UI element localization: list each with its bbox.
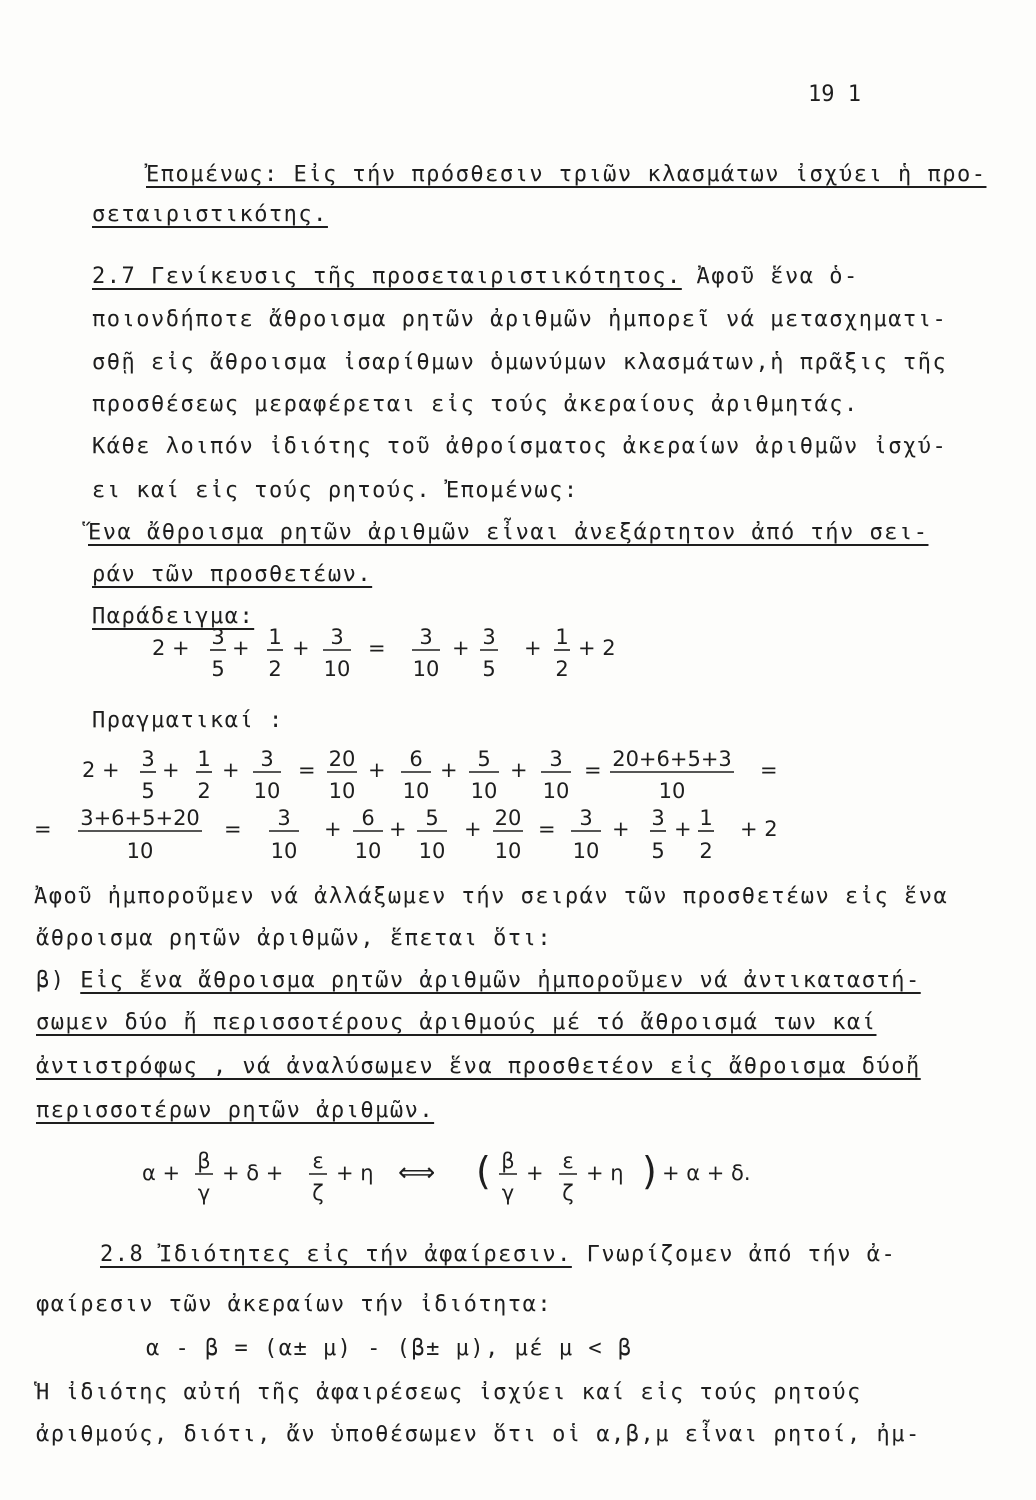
eq-symbol: =	[224, 817, 242, 841]
eq-symbol: =	[760, 758, 778, 782]
eq-symbol: 2 +	[82, 758, 120, 782]
eq-symbol: + 2	[740, 817, 778, 841]
eq-numerator: 3	[277, 806, 291, 830]
eq-denominator: 10	[412, 657, 440, 681]
eq-numerator: ε	[562, 1149, 574, 1173]
text-line-22: Ἡ ἰδιότης αὐτή τῆς ἀφαιρέσεως ἰσχύει καί εἰς τούς ρητούς	[36, 1380, 862, 1405]
equation-regrouped-svg	[34, 808, 794, 870]
eq-denominator: ζ	[312, 1181, 324, 1205]
left-paren: (	[476, 1149, 491, 1193]
text-line-13: Ἀφοῦ ἠμποροῦμεν νά ἀλλάξωμεν τήν σειράν τῶν προσθετέων εἰς ἕνα	[34, 884, 949, 909]
eq-symbol: α +	[142, 1161, 181, 1185]
eq-numerator: 20	[494, 806, 522, 830]
equation-expansion-svg	[82, 740, 802, 803]
text: Γνωρίζομεν ἀπό τήν ἀ-	[571, 1242, 897, 1267]
eq-denominator: 5	[651, 839, 665, 863]
eq-symbol: +	[510, 758, 528, 782]
eq-denominator: 5	[141, 779, 155, 803]
underlined-text: Παράδειγμα:	[92, 604, 255, 629]
eq-symbol: =	[34, 817, 52, 841]
eq-denominator: 10	[658, 779, 686, 803]
eq-numerator: β	[197, 1149, 211, 1173]
eq-symbol: =	[368, 636, 386, 660]
equation-example	[150, 625, 650, 694]
eq-denominator: 2	[699, 839, 713, 863]
eq-denominator: 2	[555, 657, 569, 681]
eq-numerator: 3	[330, 625, 344, 649]
eq-symbol: +	[464, 817, 482, 841]
eq-denominator: 10	[328, 779, 356, 803]
eq-numerator: 3	[482, 625, 496, 649]
rule-b-line-1	[36, 966, 921, 996]
eq-numerator: 6	[361, 806, 375, 830]
eq-numerator: 3	[549, 747, 563, 771]
eq-denominator: 10	[470, 779, 498, 803]
eq-numerator: 5	[477, 747, 491, 771]
eq-symbol: + 2	[578, 636, 616, 660]
eq-numerator: 3+6+5+20	[80, 806, 200, 830]
eq-symbol: + η	[336, 1161, 374, 1185]
eq-numerator: 3	[651, 806, 665, 830]
eq-denominator: 10	[494, 839, 522, 863]
right-paren: )	[642, 1149, 657, 1193]
eq-symbol: =	[298, 758, 316, 782]
equation-example-svg	[150, 625, 650, 688]
rule-statement-line-2	[92, 560, 372, 590]
eq-symbol: +	[368, 758, 386, 782]
eq-symbol: +	[440, 758, 458, 782]
page-number: 19 1	[808, 82, 861, 107]
eq-denominator: 10	[402, 779, 430, 803]
equation-regrouped	[34, 808, 794, 876]
text-line-6: προσθέσεως μεραφέρεται εἰς τούς ἀκεραίους ἀριθμητάς.	[92, 392, 859, 417]
eq-symbol: +	[324, 817, 342, 841]
equation-associative-greek	[142, 1150, 782, 1226]
text-line-7: Κάθε λοιπόν ἰδιότης τοῦ ἀθροίσματος ἀκεραίων ἀριθμῶν ἰσχύ-	[92, 434, 948, 459]
underlined-text: Ἐπομένως: Εἰς τήν πρόσθεσιν τριῶν κλασμάτων ἰσχύει ἡ προ-	[146, 162, 987, 187]
eq-symbol: + η	[586, 1161, 624, 1185]
eq-denominator: 10	[323, 657, 351, 681]
eq-symbol: =	[538, 817, 556, 841]
equation-expansion	[82, 740, 802, 806]
underlined-text: περισσοτέρων ρητῶν ἀριθμῶν.	[36, 1098, 435, 1123]
underlined-text: Ἕνα ἄθροισμα ρητῶν ἀριθμῶν εἶναι ἀνεξάρτητον ἀπό τήν σει-	[88, 520, 929, 545]
eq-denominator: 10	[418, 839, 446, 863]
eq-numerator: 3	[419, 625, 433, 649]
eq-denominator: 10	[126, 839, 154, 863]
eq-denominator: 2	[197, 779, 211, 803]
section-2-8-heading: 2.8 Ἰδιότητες εἰς τήν ἀφαίρεσιν.	[100, 1242, 572, 1267]
eq-denominator: 10	[542, 779, 570, 803]
text-line-5: σθῇ εἰς ἄθροισμα ἰσαρίθμων ὁμωνύμων κλασμάτων,ἡ πρᾶξις τῆς	[92, 350, 948, 375]
eq-denominator: 10	[253, 779, 281, 803]
eq-denominator: 5	[211, 657, 225, 681]
eq-symbol: +	[612, 817, 630, 841]
eq-numerator: β	[501, 1149, 515, 1173]
eq-symbol: +	[389, 817, 407, 841]
eq-numerator: 20+6+5+3	[612, 747, 732, 771]
text-line-14: ἄθροισμα ρητῶν ἀριθμῶν, ἕπεται ὅτι:	[36, 926, 553, 951]
actually-label: Πραγματικαί :	[92, 708, 284, 733]
text-line-8: ει καί εἰς τούς ρητούς. Ἐπομένως:	[92, 478, 579, 503]
rule-b-line-2	[36, 1008, 876, 1038]
eq-numerator: 1	[555, 625, 569, 649]
eq-symbol: +	[292, 636, 310, 660]
eq-numerator: 3	[141, 747, 155, 771]
text-line-2	[92, 200, 328, 230]
eq-denominator: 2	[268, 657, 282, 681]
eq-symbol: +	[222, 758, 240, 782]
eq-denominator: 5	[482, 657, 496, 681]
text-line-23: ἀριθμούς, διότι, ἄν ὑποθέσωμεν ὅτι οἱ α,β,μ εἶναι ρητοί, ἠμ-	[36, 1422, 921, 1447]
eq-symbol: =	[584, 758, 602, 782]
eq-numerator: 1	[268, 625, 282, 649]
eq-symbol: + δ +	[222, 1161, 284, 1185]
text: Ἀφοῦ ἕνα ὁ-	[681, 264, 859, 289]
eq-symbol: +	[526, 1161, 544, 1185]
underlined-text: σεταιριστικότης.	[92, 202, 328, 227]
eq-denominator: 10	[270, 839, 298, 863]
subtraction-property-formula: α - β = (α± μ) - (β± μ), μέ μ < β	[146, 1336, 633, 1361]
rule-b-label: β)	[36, 968, 81, 993]
eq-denominator: 10	[354, 839, 382, 863]
underlined-text: Εἰς ἕνα ἄθροισμα ρητῶν ἀριθμῶν ἠμποροῦμεν νά ἀντικαταστή-	[80, 968, 921, 993]
eq-numerator: 6	[409, 747, 423, 771]
eq-denominator: γ	[197, 1181, 211, 1205]
eq-numerator: 20	[328, 747, 356, 771]
rule-b-line-3	[36, 1052, 921, 1082]
eq-numerator: 1	[699, 806, 713, 830]
eq-symbol: +	[232, 636, 250, 660]
eq-denominator: γ	[501, 1181, 515, 1205]
underlined-text: ἀντιστρόφως , νά ἀναλύσωμεν ἕνα προσθετέον εἰς ἄθροισμα δύοἤ	[36, 1054, 921, 1079]
rule-statement-line-1	[88, 518, 928, 548]
eq-numerator: 3	[211, 625, 225, 649]
equation-associative-greek-svg	[142, 1150, 782, 1220]
eq-symbol: +	[674, 817, 692, 841]
eq-symbol: 2 +	[152, 636, 190, 660]
text-line-20: φαίρεσιν τῶν ἀκεραίων τήν ἰδιότητα:	[36, 1292, 553, 1317]
rule-b-line-4	[36, 1096, 434, 1126]
underlined-text: σωμεν δύο ἤ περισσοτέρους ἀριθμούς μέ τό ἄθροισμά των καί	[36, 1010, 877, 1035]
text-line-4: ποιονδήποτε ἄθροισμα ρητῶν ἀριθμῶν ἠμπορεῖ νά μετασχηματι-	[92, 307, 948, 332]
eq-symbol: +	[524, 636, 542, 660]
eq-numerator: 3	[579, 806, 593, 830]
eq-symbol: + α + δ.	[662, 1161, 751, 1185]
underlined-text: ράν τῶν προσθετέων.	[92, 562, 373, 587]
eq-numerator: 1	[197, 747, 211, 771]
eq-numerator: 5	[425, 806, 439, 830]
eq-denominator: ζ	[562, 1181, 574, 1205]
section-2-8-line	[100, 1240, 896, 1270]
section-2-7-heading: 2.7 Γενίκευσις τῆς προσεταιριστικότητος.	[92, 264, 682, 289]
text-line-1	[146, 160, 986, 190]
eq-numerator: 3	[260, 747, 274, 771]
eq-symbol: +	[162, 758, 180, 782]
eq-numerator: ε	[312, 1149, 324, 1173]
equivalence-arrow: ⟺	[398, 1158, 436, 1188]
section-2-7-line	[92, 262, 859, 292]
eq-denominator: 10	[572, 839, 600, 863]
eq-symbol: +	[452, 636, 470, 660]
